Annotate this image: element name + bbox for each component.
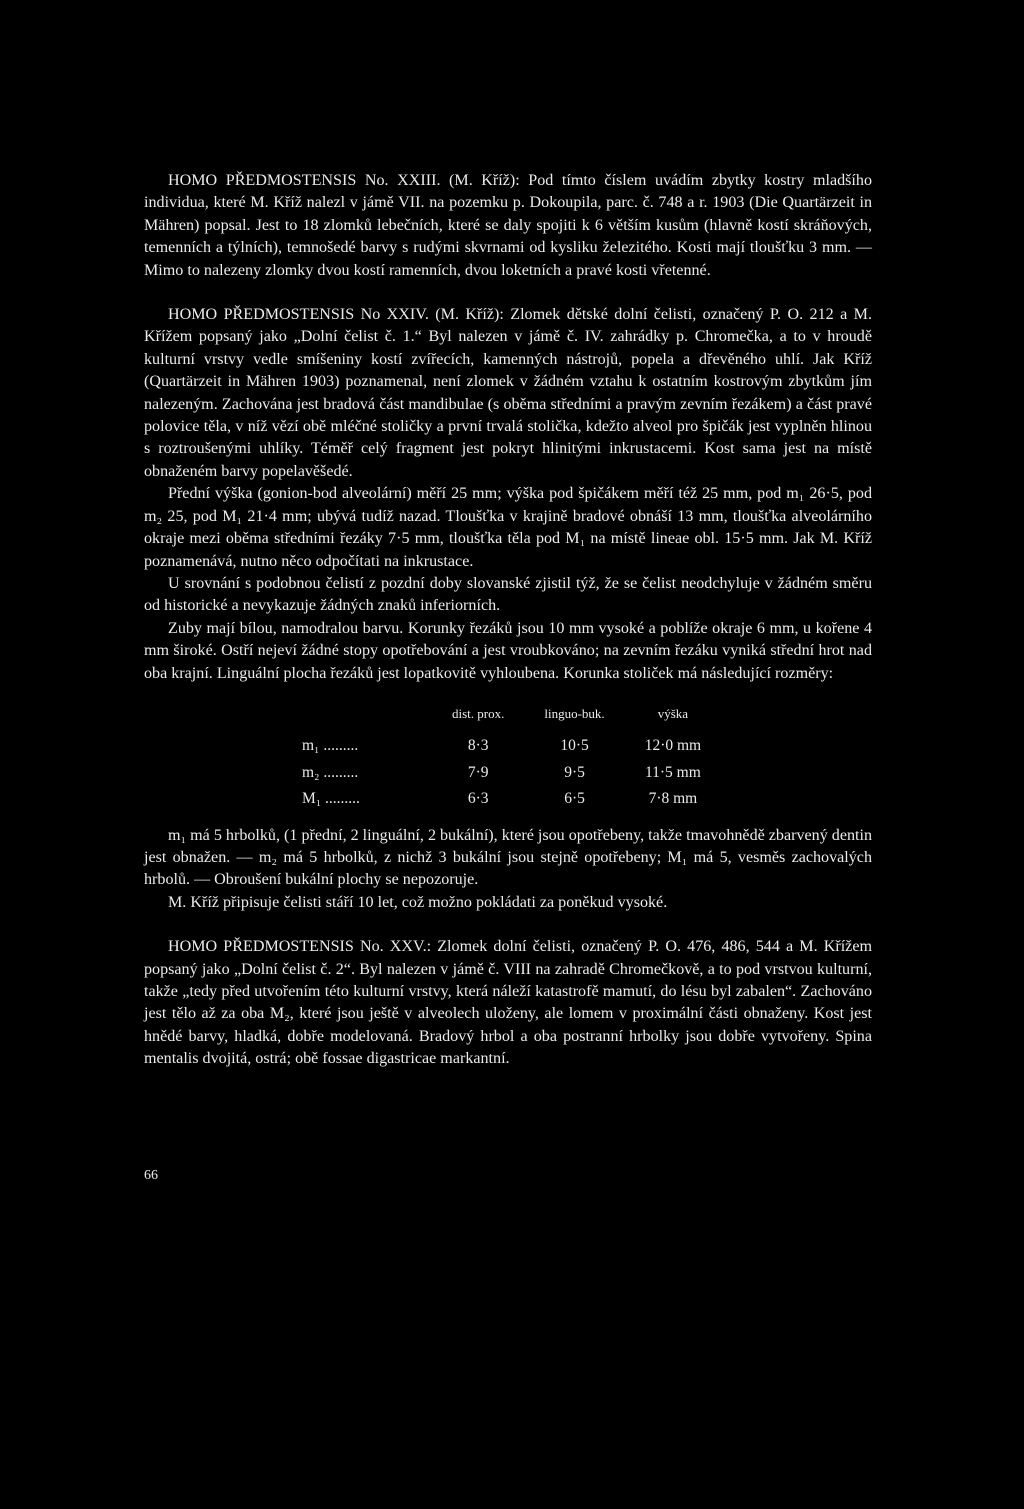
table-cell: 7·9: [467, 763, 489, 781]
table-cell: 8·3: [467, 737, 489, 755]
table-header-cell: linguo-buk.: [544, 705, 605, 721]
table-cell: m₁ .........: [302, 737, 359, 755]
table-cell: 6·5: [564, 790, 585, 808]
table-header-cell: [302, 703, 432, 733]
paragraph-xxv: HOMO PŘEDMOSTENSIS No. XXV.: Zlomek dolní čelisti, označený P. O. 476, 486, 544 a M. Křížem popsaný jako „Dolní čelist č. 2“. Byl nalezen v jámě č. VIII na zahradě Chromečkově, a to pod vrstvou kulturní, takže „tedy před utvořením této kulturní vrstvy, která náleží katastrofě mamutí, do lésu byl zabalen“. Zachováno jest tělo až za oba M₂, které jsou ještě v alveolech uloženy, ale lomem v proximální části obnaženy. Kost jest hnědé barvy, hladká, dobře modelovaná. Bradový hrbol a oba postranní hrbolky jsou dobře vytvořeny. Spina mentalis dvojitá, ostrá; obě fossae digastricae markantní.: [144, 938, 872, 1068]
table-cell: 6·3: [467, 790, 489, 808]
paragraph-measurements: Přední výška (gonion-bod alveolární) měří 25 mm; výška pod špičákem měří též 25 mm, pod m₁ 26·5, pod m₂ 25, pod M₁ 21·4 mm; ubývá tudíž nazad. Tloušťka v krajině bradové obnáší 13 mm, tloušťka alveolárního okraje mezi oběma středními řezáky 7·5 mm, tloušťka těla pod M₁ na místě lineae obl. 15·5 mm. Jak M. Kříž poznamenává, nutno něco odpočítati na inkrustace.: [144, 485, 872, 570]
table-cell: 12·0 mm: [644, 737, 702, 755]
table-cell: 9·5: [564, 763, 585, 781]
table-cell: m₂ .........: [302, 763, 359, 781]
table-header-row: [302, 703, 721, 733]
table-cell: M₁ .........: [302, 790, 360, 808]
paragraph-cusps: m₁ má 5 hrbolků, (1 přední, 2 linguální, 2 bukální), které jsou opotřebeny, takže tmavohnědě zbarvený dentin jest obnažen. — m₂ má 5 hrbolků, z nichž 3 bukální jsou stejně opotřebeny; M₁ má 5, vesměs zachovalých hrbolů. — Obroušení bukální plochy se nepozoruje.: [144, 826, 873, 889]
table-row: [302, 760, 721, 786]
table-cell: 10·5: [560, 737, 589, 755]
table-row: [302, 786, 721, 812]
page-number: 66: [144, 1168, 158, 1183]
paragraph-comparison: U srovnání s podobnou čelistí z pozdní doby slovanské zjistil týž, že se čelist neodchyluje v žádném směru od historické a nevykazuje žádných znaků inferiorních.: [144, 574, 872, 615]
table-row: [302, 733, 721, 759]
table-header-cell: výška: [657, 705, 689, 721]
table-cell: 11·5 mm: [644, 763, 701, 781]
table-header-cell: dist. prox.: [452, 705, 505, 721]
document-body: [144, 170, 872, 1071]
paragraph-xxiv: HOMO PŘEDMOSTENSIS No XXIV. (M. Kříž): Zlomek dětské dolní čelisti, označený P. O. 212 a M. Křížem popsaný jako „Dolní čelist č. 1.“ Byl nalezen v jámě č. IV. zahrádky p. Chromečka, a to v hroudě kulturní vrstvy vedle smíšeniny kostí zvířecích, kamenných nástrojů, popela a dřevěného uhlí. Jak Kříž (Quartärzeit in Mähren 1903) poznamenal, není zlomek v žádném vztahu k ostatním kostrovým zbytkům jím nalezeným. Zachována jest bradová část mandibulae (s oběma středními a pravým zevním řezákem) a část pravé polovice těla, v níž vězí obě mléčné stoličky a první trvalá stolička, kdežto alveol pro špičák jest vyplněn hlinou s roztroušenými uhlíky. Téměř celý fragment jest pokryt hlinitými inkrustacemi. Kost sama jest na místě obnaženém barvy popelavěšedé.: [144, 306, 872, 480]
molar-dimensions-table: [302, 703, 721, 813]
paragraph-age: M. Kříž připisuje čelisti stáří 10 let, což možno pokládati za poněkud vysoké.: [168, 893, 668, 911]
paragraph-xxiii: HOMO PŘEDMOSTENSIS No. XXIII. (M. Kříž): Pod tímto číslem uvádím zbytky kostry mladšího individua, které M. Kříž nalezl v jámě VII. na pozemku p. Dokoupila, parc. č. 748 a r. 1903 (Die Quartärzeit in Mähren) popsal. Jest to 18 zlomků lebečních, které se daly spojiti k 6 větším kusům (hlavně kostí skráňových, temenních a týlních), temnošedé barvy s rudými skvrnami od kysliku železitého. Kosti mají tloušťku 3 mm. — Mimo to nalezeny zlomky dvou kostí ramenních, dvou loketních a pravé kosti vřetenné.: [144, 172, 872, 279]
paragraph-teeth: Zuby mají bílou, namodralou barvu. Korunky řezáků jsou 10 mm vysoké a poblíže okraje 6 mm, u kořene 4 mm široké. Ostří nejeví žádné stopy opotřebování a jest vroubkováno; na zevním řezáku vyniká střední hrot nad oba krajní. Linguální plocha řezáků jest lopatkovitě vyhloubena. Korunka stoliček má následující rozměry:: [144, 619, 872, 682]
table-cell: 7·8 mm: [648, 790, 698, 808]
